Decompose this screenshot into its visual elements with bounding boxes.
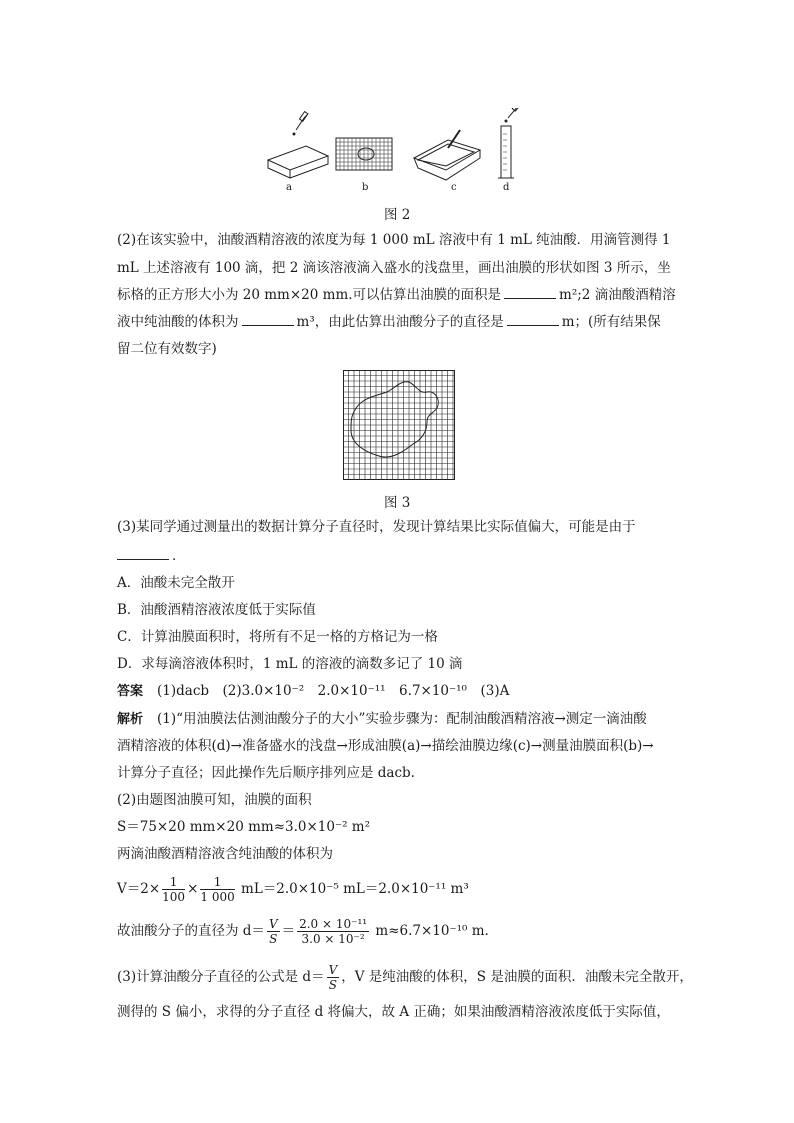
q2-line-4-mid: m³，由此估算出油酸分子的直径是 — [296, 314, 504, 330]
analysis-line-1 — [117, 710, 647, 729]
volume-prefix: V＝2× — [117, 881, 161, 897]
fraction-v-over-s — [267, 917, 280, 946]
q2-line-4-text: 液中纯油酸的体积为 — [117, 314, 239, 330]
frac-den: S — [328, 978, 338, 992]
frac-den: 1 000 — [200, 890, 235, 904]
frac-den: 3.0 × 10⁻² — [301, 932, 365, 946]
fraction-1-over-1000 — [200, 875, 234, 904]
grid-plate-drawing — [336, 138, 392, 170]
answer-blank-diameter — [507, 313, 559, 326]
q2-line-1: (2)在该实验中，油酸酒精溶液的浓度为每 1 000 mL 溶液中有 1 mL 纯油酸．用滴管测得 1 — [117, 232, 671, 248]
option-b: B．油酸酒精溶液浓度低于实际值 — [117, 602, 316, 618]
analysis-text-1: (1)“用油膜法估测油酸分子的大小”实验步骤为：配制油酸酒精溶液→测定一滴油酸 — [157, 711, 647, 727]
analysis-line-3: 计算分子直径；因此操作先后顺序排列应是 dacb. — [117, 765, 415, 781]
analysis-line-2: 酒精溶液的体积(d)→准备盛水的浅盘→形成油膜(a)→描绘油膜边缘(c)→测量油膜面积(b)→ — [117, 738, 654, 754]
q2-line-3-tail: m²;2 滴油酸酒精溶 — [559, 287, 676, 303]
diameter-suffix: m≈6.7×10⁻¹⁰ m. — [371, 923, 489, 939]
p3-suffix: ，V 是纯油酸的体积，S 是油膜的面积．油酸未完全散开， — [341, 969, 693, 985]
option-a: A．油酸未完全散开 — [117, 575, 235, 591]
p3-prefix: (3)计算油酸分子直径的公式是 d＝ — [117, 969, 325, 985]
analysis-p3-line-2: 测得的 S 偏小，求得的分子直径 d 将偏大，故 A 正确；如果油酸酒精溶液浓度低于实际值， — [117, 1004, 670, 1020]
q3-line-1: (3)某同学通过测量出的数据计算分子直径时，发现计算结果比实际值偏大，可能是由于 — [117, 519, 636, 535]
analysis-p3-line-1 — [117, 960, 693, 994]
figure-2-label-a: a — [286, 182, 292, 193]
frac-num: 1 — [162, 875, 185, 890]
shallow-tray-drawing — [268, 112, 328, 178]
times-sign: × — [187, 881, 199, 897]
diameter-prefix: 故油酸分子的直径为 d＝ — [117, 923, 265, 939]
graduated-cylinder-drawing — [498, 108, 521, 178]
frac-den: 100 — [162, 890, 186, 904]
figure-2-label-d: d — [503, 182, 510, 193]
q2-line-3 — [117, 286, 676, 305]
fraction-v-over-s-2 — [327, 963, 340, 992]
analysis-label: 解析 — [117, 712, 144, 727]
q2-line-4 — [117, 313, 661, 332]
q2-line-4-tail: m；(所有结果保 — [561, 314, 661, 330]
frac-num: V — [268, 917, 278, 931]
figure-2-caption: 图 2 — [384, 207, 411, 223]
diameter-formula — [117, 914, 489, 948]
answer-blank-area — [504, 286, 556, 299]
equals-sign: ＝ — [281, 923, 296, 939]
figure-3-caption: 图 3 — [384, 495, 411, 511]
glass-plate-tray-drawing — [414, 130, 480, 180]
answer-blank-q3 — [117, 547, 169, 560]
analysis-line-4: (2)由题图油膜可知，油膜的面积 — [117, 792, 312, 808]
option-d: D．求每滴溶液体积时，1 mL 的溶液的滴数多记了 10 滴 — [117, 656, 463, 672]
frac-num: 1 — [200, 875, 234, 890]
fraction-values — [297, 917, 369, 946]
frac-num: 2.0 × 10⁻¹¹ — [299, 917, 368, 931]
answer-blank-volume — [242, 313, 294, 326]
q3-line-2 — [117, 547, 186, 566]
q2-line-5: 留二位有效数字) — [117, 341, 217, 357]
q3-line-2-tail: ． — [172, 548, 186, 564]
analysis-line-6: 两滴油酸酒精溶液含纯油酸的体积为 — [117, 846, 333, 862]
fraction-1-over-100 — [162, 875, 185, 904]
volume-formula — [117, 872, 469, 906]
frac-num: V — [328, 963, 338, 977]
figure-3-grid — [343, 370, 455, 480]
option-c: C．计算油膜面积时，将所有不足一格的方格记为一格 — [117, 629, 438, 645]
volume-suffix: mL＝2.0×10⁻⁵ mL＝2.0×10⁻¹¹ m³ — [236, 881, 469, 897]
answer-label: 答案 — [117, 684, 144, 699]
figure-2-label-c: c — [451, 182, 457, 193]
figure-2-label-b: b — [362, 182, 369, 193]
frac-den: S — [269, 932, 278, 946]
figure-2-apparatus — [258, 108, 530, 194]
q2-line-3-text: 标格的正方形大小为 20 mm×20 mm.可以估算出油膜的面积是 — [117, 287, 502, 303]
area-formula: S＝75×20 mm×20 mm≈3.0×10⁻² m² — [117, 819, 371, 835]
answer-line — [117, 682, 509, 701]
q2-line-2: mL 上述溶液有 100 滴，把 2 滴该溶液滴入盛水的浅盘里，画出油膜的形状如图 3 所示，坐 — [117, 260, 671, 276]
answer-text: (1)dacb (2)3.0×10⁻² 2.0×10⁻¹¹ 6.7×10⁻¹⁰ (3)A — [157, 683, 510, 699]
